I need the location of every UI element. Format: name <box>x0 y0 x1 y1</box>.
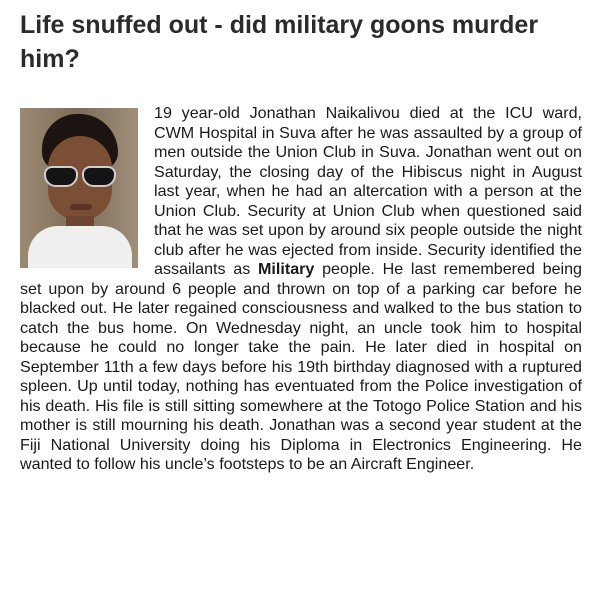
article-body-bold-military: Military <box>258 260 315 278</box>
portrait-photo <box>20 108 138 268</box>
photo-shirt <box>28 226 132 268</box>
article-body <box>20 104 582 475</box>
photo-sunglasses-left <box>44 166 78 187</box>
article-body-part-1: 19 year-old Jonathan Naikalivou died at the ICU ward, CWM Hospital in Suva after he was assaulted by a group of men outside the Union Club in Suva. Jonathan went out on Saturday, the closing day of the Hibiscus night in August last year, when he had an altercation with a person at the Union Club. Security at Union Club when questioned said that he was set upon by around six people outside the night club after he was ejected from inside. Security identified the assailants as <box>154 104 582 278</box>
photo-mouth <box>70 204 92 210</box>
article <box>20 8 582 475</box>
article-body-part-2: people. He last remembered being set upon by around 6 people and thrown on top of a parking car before he blacked out. He later regained consciousness and walked to the bus station to catch the bus home. On Wednesday night, an uncle took him to hospital because he could no longer take the pain. He later died in hospital on September 11th a few days before his 19th birthday diagnosed with a ruptured spleen. Up until today, nothing has eventuated from the Police investigation of his death. His file is still sitting somewhere at the Totogo Police Station and his mother is still mourning his death. Jonathan was a second year student at the Fiji National University doing his Diploma in Electronics Engineering. He wanted to follow his uncle’s footsteps to be an Aircraft Engineer. <box>20 260 583 473</box>
photo-sunglasses-right <box>82 166 116 187</box>
headline: Life snuffed out - did military goons murder him? <box>20 11 539 73</box>
